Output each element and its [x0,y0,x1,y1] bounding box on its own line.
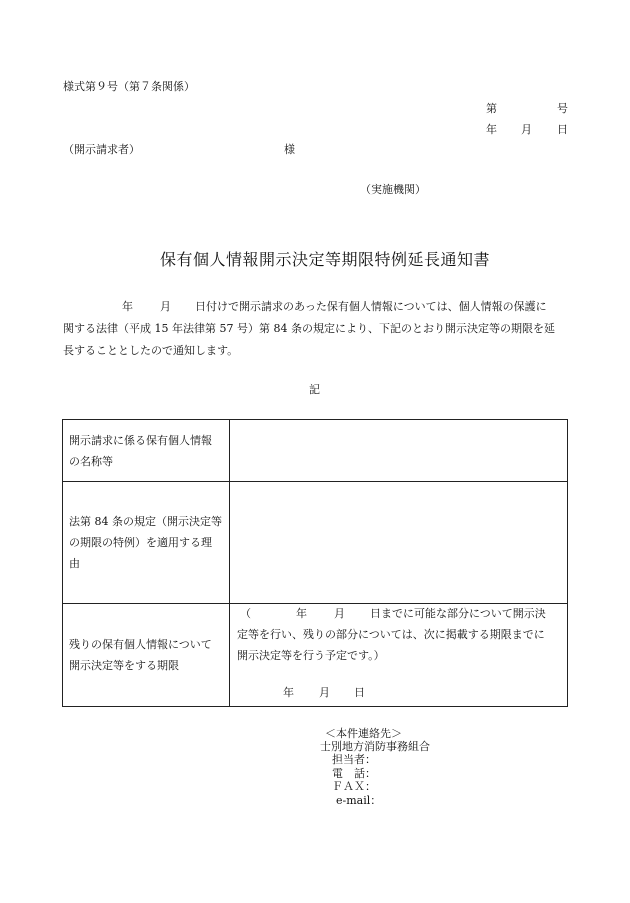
row1-label: 開示請求に係る保有個人情報 の名称等 [63,420,230,482]
number-dai: 第 [486,102,497,115]
table-row [63,482,568,604]
number-go: 号 [557,102,568,115]
sama-label: 様 [284,143,295,156]
contact-email: e-mail： [336,794,382,807]
ki-label: 記 [309,383,320,396]
body-month: 月 [160,300,171,313]
contact-org: 士別地方消防事務組合 [320,740,430,753]
body-line1: 日付けで開示請求のあった保有個人情報については、個人情報の保護に [195,300,547,313]
agency-label: （実施機関） [360,183,426,196]
date-year: 年 [486,123,497,136]
requester-label: （開示請求者） [63,143,140,156]
row2-value[interactable] [230,482,568,604]
form-number: 様式第９号（第７条関係） [63,80,195,93]
row1-value[interactable] [230,420,568,482]
body-line3: 長することとしたので通知します。 [63,344,239,357]
table-row [63,604,568,707]
row3-value[interactable]: （ 年 月 日までに可能な部分について開示決 定等を行い、残りの部分については、次に掲載する期限までに 開示決定等を行う予定です。） 年 月 日 [230,604,568,707]
document-title: 保有個人情報開示決定等期限特例延長通知書 [160,250,491,269]
body-line2: 関する法律（平成 15 年法律第 57 号）第 84 条の規定により、下記のとおり開示決定等の期限を延 [63,322,555,335]
contact-person: 担当者： [332,753,376,766]
contact-heading: ＜本件連絡先＞ [325,727,402,740]
date-day: 日 [557,123,568,136]
details-table [62,419,568,707]
row3-label: 残りの保有個人情報について 開示決定等をする期限 [63,604,230,707]
date-month: 月 [521,123,532,136]
contact-phone: 電 話： [332,767,376,780]
body-year: 年 [122,300,133,313]
row2-label: 法第 84 条の規定（開示決定等 の期限の特例）を適用する理 由 [63,482,230,604]
contact-fax: ＦＡＸ： [332,780,376,793]
table-row [63,420,568,482]
